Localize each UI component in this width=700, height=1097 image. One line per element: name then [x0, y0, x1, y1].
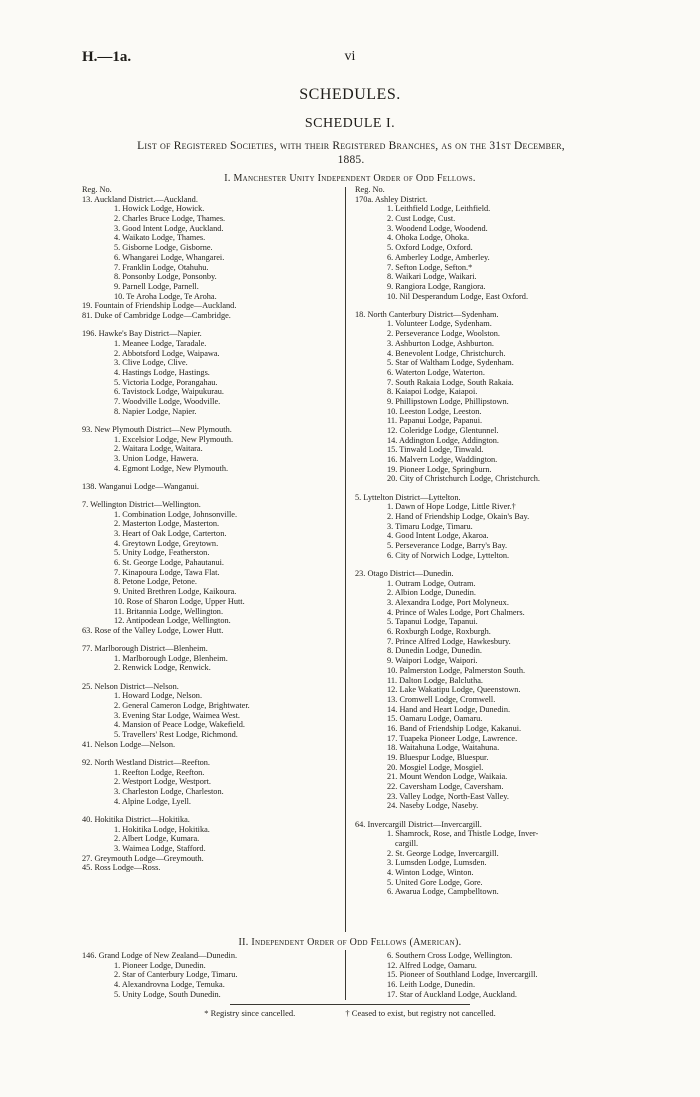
lodge-entry: 4. Mansion of Peace Lodge, Wakefield. [114, 720, 245, 730]
society-entry: 7. Wellington District—Wellington. [82, 499, 201, 509]
society-entry: 92. North Westland District—Reefton. [82, 757, 210, 767]
lodge-entry: 21. Mount Wendon Lodge, Waikaia. [387, 772, 508, 782]
section-ii-right-column [355, 951, 625, 999]
lodge-entry: 2. General Cameron Lodge, Brightwater. [114, 701, 250, 710]
lodge-entry: 5. Unity Lodge, Featherston. [114, 548, 210, 558]
society-entry: 41. Nelson Lodge—Nelson. [82, 739, 176, 749]
lodge-entry: 9. Rangiora Lodge, Rangiora. [387, 281, 486, 291]
society-entry: 45. Ross Lodge—Ross. [82, 863, 161, 873]
lodge-entry: 7. Prince Alfred Lodge, Hawkesbury. [387, 636, 511, 646]
society-entry: 5. Lyttelton District—Lyttelton. [355, 492, 461, 502]
lodge-entry: 10. Leeston Lodge, Leeston. [387, 406, 482, 416]
society-entry: 93. New Plymouth District—New Plymouth. [82, 424, 232, 434]
lodge-entry: 11. Britannia Lodge, Wellington. [114, 606, 224, 616]
lodge-entry: 7. Franklin Lodge, Otahuhu. [114, 262, 209, 272]
lodge-entry: 2. Star of Canterbury Lodge, Timaru. [114, 970, 238, 980]
society-entry: 25. Nelson District—Nelson. [82, 681, 179, 691]
page-number: vi [344, 49, 356, 64]
section-i-left-list [82, 195, 337, 873]
society-entry: 81. Duke of Cambridge Lodge—Cambridge. [82, 310, 231, 320]
lodge-entry: 7. Woodville Lodge, Woodville. [114, 396, 221, 406]
lodge-entry: 20. Mosgiel Lodge, Mosgiel. [387, 762, 484, 772]
lodge-entry: 2. Albion Lodge, Dunedin. [387, 588, 476, 598]
list-gap [82, 491, 337, 500]
list-gap [82, 321, 337, 330]
lodge-entry: 19. Bluespur Lodge, Bluespur. [387, 753, 489, 762]
lodge-entry: 19. Pioneer Lodge, Springburn. [387, 464, 492, 474]
lodge-entry: 9. Waipori Lodge, Waipori. [387, 656, 478, 666]
column-divider-lower [345, 950, 346, 1000]
section-ii-right-list [355, 951, 625, 999]
footnote-dagger: † Ceased to exist, but registry not cancelled. [345, 1008, 496, 1018]
footnote-rule [230, 1004, 470, 1005]
lodge-entry: 4. Alexandrovna Lodge, Temuka. [114, 980, 225, 990]
lodge-entry: 4. Alpine Lodge, Lyell. [114, 796, 191, 806]
lodge-entry: 18. Waitahuna Lodge, Waitahuna. [387, 743, 500, 753]
lodge-entry: 3. Lumsden Lodge, Lumsden. [387, 858, 487, 868]
list-heading [76, 139, 626, 167]
section-ii-heading: II. Independent Order of Odd Fellows (American). [238, 937, 462, 948]
lodge-entry: 9. United Brethren Lodge, Kaikoura. [114, 587, 237, 597]
lodge-entry: 3. Evening Star Lodge, Waimea West. [114, 710, 241, 720]
lodge-entry: 3. Alexandra Lodge, Port Molyneux. [387, 598, 509, 607]
society-entry: 19. Fountain of Friendship Lodge—Auckland. [82, 301, 237, 311]
lodge-entry: 3. Waimea Lodge, Stafford. [114, 843, 206, 853]
reg-no-label-left: Reg. No. [82, 185, 112, 194]
lodge-entry: 4. Prince of Wales Lodge, Port Chalmers. [387, 607, 525, 617]
lodge-entry: 12. Alfred Lodge, Oamaru. [387, 960, 477, 970]
lodge-entry: 6. Awarua Lodge, Campbelltown. [387, 887, 499, 897]
reg-no-label-right: Reg. No. [355, 185, 385, 194]
lodge-entry: 5. Gisborne Lodge, Gisborne. [114, 243, 213, 253]
column-divider [345, 187, 346, 932]
footnotes [0, 1008, 700, 1018]
lodge-entry: 16. Band of Friendship Lodge, Kakanui. [387, 723, 522, 733]
lodge-entry: 3. Ashburton Lodge, Ashburton. [387, 338, 494, 348]
lodge-entry: 23. Valley Lodge, North-East Valley. [387, 791, 509, 801]
lodge-entry: 1. Meanee Lodge, Taradale. [114, 338, 207, 348]
lodge-entry: 1. Howick Lodge, Howick. [114, 204, 205, 214]
lodge-entry: 2. Cust Lodge, Cust. [387, 214, 456, 224]
lodge-entry: 2. Masterton Lodge, Masterton. [114, 519, 220, 529]
list-gap [82, 749, 337, 758]
lodge-entry: 8. Kaiapoi Lodge, Kaiapoi. [387, 387, 478, 397]
lodge-entry: 12. Coleridge Lodge, Glentunnel. [387, 426, 499, 435]
section-i-heading: I. Manchester Unity Independent Order of Odd Fellows. [224, 173, 476, 184]
lodge-entry: 2. Charles Bruce Lodge, Thames. [114, 214, 226, 224]
lodge-entry: 3. Union Lodge, Hawera. [114, 453, 199, 463]
lodge-entry: 2. Abbotsford Lodge, Waipawa. [114, 348, 220, 358]
lodge-entry: 5. Unity Lodge, South Dunedin. [114, 989, 221, 999]
lodge-entry: 3. Timaru Lodge, Timaru. [387, 521, 473, 531]
schedule-i-title: SCHEDULE I. [304, 116, 396, 131]
lodge-entry: 16. Malvern Lodge, Waddington. [387, 455, 498, 465]
lodge-entry: 5. Oxford Lodge, Oxford. [387, 243, 473, 253]
list-gap [355, 811, 625, 820]
lodge-entry: 6. Southern Cross Lodge, Wellington. [387, 951, 513, 960]
lodge-entry: 20. City of Christchurch Lodge, Christchurch. [387, 474, 541, 484]
lodge-entry: 4. Benevolent Lodge, Christchurch. [387, 348, 506, 358]
lodge-entry: 8. Petone Lodge, Petone. [114, 577, 197, 587]
lodge-entry: 10. Rose of Sharon Lodge, Upper Hutt. [114, 596, 245, 606]
lodge-entry: 4. Ohoka Lodge, Ohoka. [387, 233, 470, 243]
lodge-entry: 13. Cromwell Lodge, Cromwell. [387, 694, 496, 704]
lodge-entry: 8. Ponsonby Lodge, Ponsonby. [114, 272, 217, 282]
lodge-entry: 3. Clive Lodge, Clive. [114, 358, 188, 368]
society-entry: 27. Greymouth Lodge—Greymouth. [82, 853, 204, 863]
lodge-entry: 17. Star of Auckland Lodge, Auckland. [387, 989, 517, 999]
lodge-entry: 2. Waitara Lodge, Waitara. [114, 444, 203, 454]
lodge-entry: 3. Heart of Oak Lodge, Carterton. [114, 529, 227, 538]
lodge-entry: 5. Star of Waltham Lodge, Sydenham. [387, 358, 514, 368]
lodge-entry: 24. Naseby Lodge, Naseby. [387, 801, 479, 811]
lodge-entry: 7. Sefton Lodge, Sefton.* [387, 262, 473, 272]
lodge-entry: 4. Egmont Lodge, New Plymouth. [114, 463, 229, 473]
lodge-entry: 8. Waikari Lodge, Waikari. [387, 272, 477, 282]
society-entry: 77. Marlborough District—Blenheim. [82, 644, 208, 654]
lodge-entry: 2. Perseverance Lodge, Woolston. [387, 329, 501, 339]
section-ii-left-column [82, 951, 337, 999]
lodge-entry: 1. Combination Lodge, Johnsonville. [114, 509, 238, 519]
lodge-entry: 16. Leith Lodge, Dunedin. [387, 980, 476, 990]
society-entry: 146. Grand Lodge of New Zealand—Dunedin. [82, 951, 238, 960]
lodge-entry: 17. Tuapeka Pioneer Lodge, Lawrence. [387, 733, 518, 743]
society-entry: 18. North Canterbury District—Sydenham. [355, 309, 499, 319]
lodge-entry: 4. Good Intent Lodge, Akaroa. [387, 531, 489, 541]
society-entry: 64. Invercargill District—Invercargill. [355, 819, 482, 829]
society-entry: 170a. Ashley District. [355, 194, 428, 204]
society-entry: 196. Hawke's Bay District—Napier. [82, 329, 202, 339]
society-entry: 40. Hokitika District—Hokitika. [82, 814, 190, 824]
section-i-left-column [82, 185, 337, 873]
lodge-entry: 15. Pioneer of Southland Lodge, Invercargill. [387, 970, 538, 980]
list-heading-line1: List of Registered Societies, with their Registered Branches, as on the 31st December, [137, 140, 565, 152]
section-ii-left-list [82, 951, 337, 999]
lodge-entry: 1. Hokitika Lodge, Hokitika. [114, 824, 210, 834]
lodge-entry: 5. Tapanui Lodge, Tapanui. [387, 617, 478, 627]
lodge-entry: 6. Amberley Lodge, Amberley. [387, 252, 490, 262]
lodge-entry: 7. Kinapoura Lodge, Tawa Flat. [114, 567, 220, 577]
lodge-entry: 1. Excelsior Lodge, New Plymouth. [114, 434, 234, 444]
lodge-entry: 6. Tavistock Lodge, Waipukurau. [114, 387, 224, 397]
lodge-entry: 10. Palmerston Lodge, Palmerston South. [387, 665, 526, 675]
lodge-entry: 8. Dunedin Lodge, Dunedin. [387, 646, 482, 656]
list-heading-line2: 1885. [337, 154, 365, 166]
lodge-entry: 1. Volunteer Lodge, Sydenham. [387, 319, 492, 329]
lodge-entry: 3. Woodend Lodge, Woodend. [387, 223, 488, 233]
lodge-entry: 5. Travellers' Rest Lodge, Richmond. [114, 730, 238, 740]
lodge-entry: 10. Nil Desperandum Lodge, East Oxford. [387, 291, 529, 301]
lodge-entry: 15. Oamaru Lodge, Oamaru. [387, 714, 483, 724]
lodge-entry: 3. Good Intent Lodge, Auckland. [114, 223, 224, 233]
list-gap [82, 473, 337, 482]
list-gap [82, 636, 337, 645]
lodge-entry: 7. South Rakaia Lodge, South Rakaia. [387, 377, 514, 387]
page-code: H.—1a. [82, 49, 132, 65]
lodge-entry: 1. Reefton Lodge, Reefton. [114, 767, 205, 777]
lodge-entry: 6. Whangarei Lodge, Whangarei. [114, 252, 225, 262]
society-entry: 63. Rose of the Valley Lodge, Lower Hutt. [82, 625, 224, 635]
lodge-entry: 5. Perseverance Lodge, Barry's Bay. [387, 541, 508, 551]
lodge-entry: 4. Waikato Lodge, Thames. [114, 233, 206, 243]
lodge-entry: 11. Dalton Lodge, Balclutha. [387, 675, 484, 685]
lodge-entry: 6. St. George Lodge, Pahautanui. [114, 558, 224, 568]
lodge-entry: 6. Waterton Lodge, Waterton. [387, 367, 485, 377]
lodge-entry: 8. Napier Lodge, Napier. [114, 406, 197, 416]
lodge-entry: 4. Hastings Lodge, Hastings. [114, 367, 210, 377]
lodge-entry: 22. Caversham Lodge, Caversham. [387, 782, 504, 792]
list-gap [82, 416, 337, 425]
lodge-entry: 5. Victoria Lodge, Porangahau. [114, 377, 218, 387]
list-gap [355, 560, 625, 569]
lodge-entry: 3. Charleston Lodge, Charleston. [114, 787, 224, 796]
list-gap [82, 673, 337, 682]
lodge-entry: 4. Winton Lodge, Winton. [387, 868, 474, 878]
lodge-entry: 2. Renwick Lodge, Renwick. [114, 663, 211, 673]
section-i-right-column [355, 185, 625, 897]
lodge-entry: 6. City of Norwich Lodge, Lyttelton. [387, 550, 510, 560]
lodge-entry: 1. Leithfield Lodge, Leithfield. [387, 204, 491, 214]
society-entry: 13. Auckland District.—Auckland. [82, 194, 198, 204]
lodge-entry: cargill. [395, 839, 419, 848]
society-entry: 23. Otago District—Dunedin. [355, 568, 454, 578]
lodge-entry: 1. Dawn of Hope Lodge, Little River.† [387, 502, 516, 512]
lodge-entry: 2. St. George Lodge, Invercargill. [387, 848, 499, 858]
footnote-star: * Registry since cancelled. [204, 1008, 296, 1018]
section-i-right-list [355, 195, 625, 897]
lodge-entry: 9. Phillipstown Lodge, Phillipstown. [387, 396, 509, 406]
lodge-entry: 6. Roxburgh Lodge, Roxburgh. [387, 627, 491, 637]
lodge-entry: 4. Greytown Lodge, Greytown. [114, 538, 219, 548]
lodge-entry: 1. Pioneer Lodge, Dunedin. [114, 960, 206, 970]
lodge-entry: 2. Westport Lodge, Westport. [114, 777, 211, 787]
list-gap [82, 806, 337, 815]
lodge-entry: 15. Tinwald Lodge, Tinwald. [387, 445, 484, 455]
society-entry: 138. Wanganui Lodge—Wanganui. [82, 481, 199, 491]
list-gap [355, 301, 625, 310]
lodge-entry: 1. Howard Lodge, Nelson. [114, 691, 203, 701]
schedules-title: SCHEDULES. [299, 86, 401, 103]
lodge-entry: 10. Te Aroha Lodge, Te Aroha. [114, 291, 217, 301]
list-gap [355, 484, 625, 493]
lodge-entry: 12. Lake Wakatipu Lodge, Queenstown. [387, 685, 521, 695]
lodge-entry: 5. United Gore Lodge, Gore. [387, 877, 483, 887]
lodge-entry: 2. Hand of Friendship Lodge, Okain's Bay. [387, 512, 530, 521]
lodge-entry: 2. Albert Lodge, Kumara. [114, 834, 200, 844]
lodge-entry: 1. Shamrock, Rose, and Thistle Lodge, Inver- [387, 829, 539, 839]
lodge-entry: 1. Outram Lodge, Outram. [387, 578, 476, 588]
lodge-entry: 12. Antipodean Lodge, Wellington. [114, 616, 231, 626]
lodge-entry: 9. Parnell Lodge, Parnell. [114, 281, 199, 291]
lodge-entry: 1. Marlborough Lodge, Blenheim. [114, 653, 228, 663]
lodge-entry: 11. Papanui Lodge, Papanui. [387, 416, 483, 426]
lodge-entry: 14. Addington Lodge, Addington. [387, 435, 500, 445]
lodge-entry: 14. Hand and Heart Lodge, Dunedin. [387, 704, 511, 714]
